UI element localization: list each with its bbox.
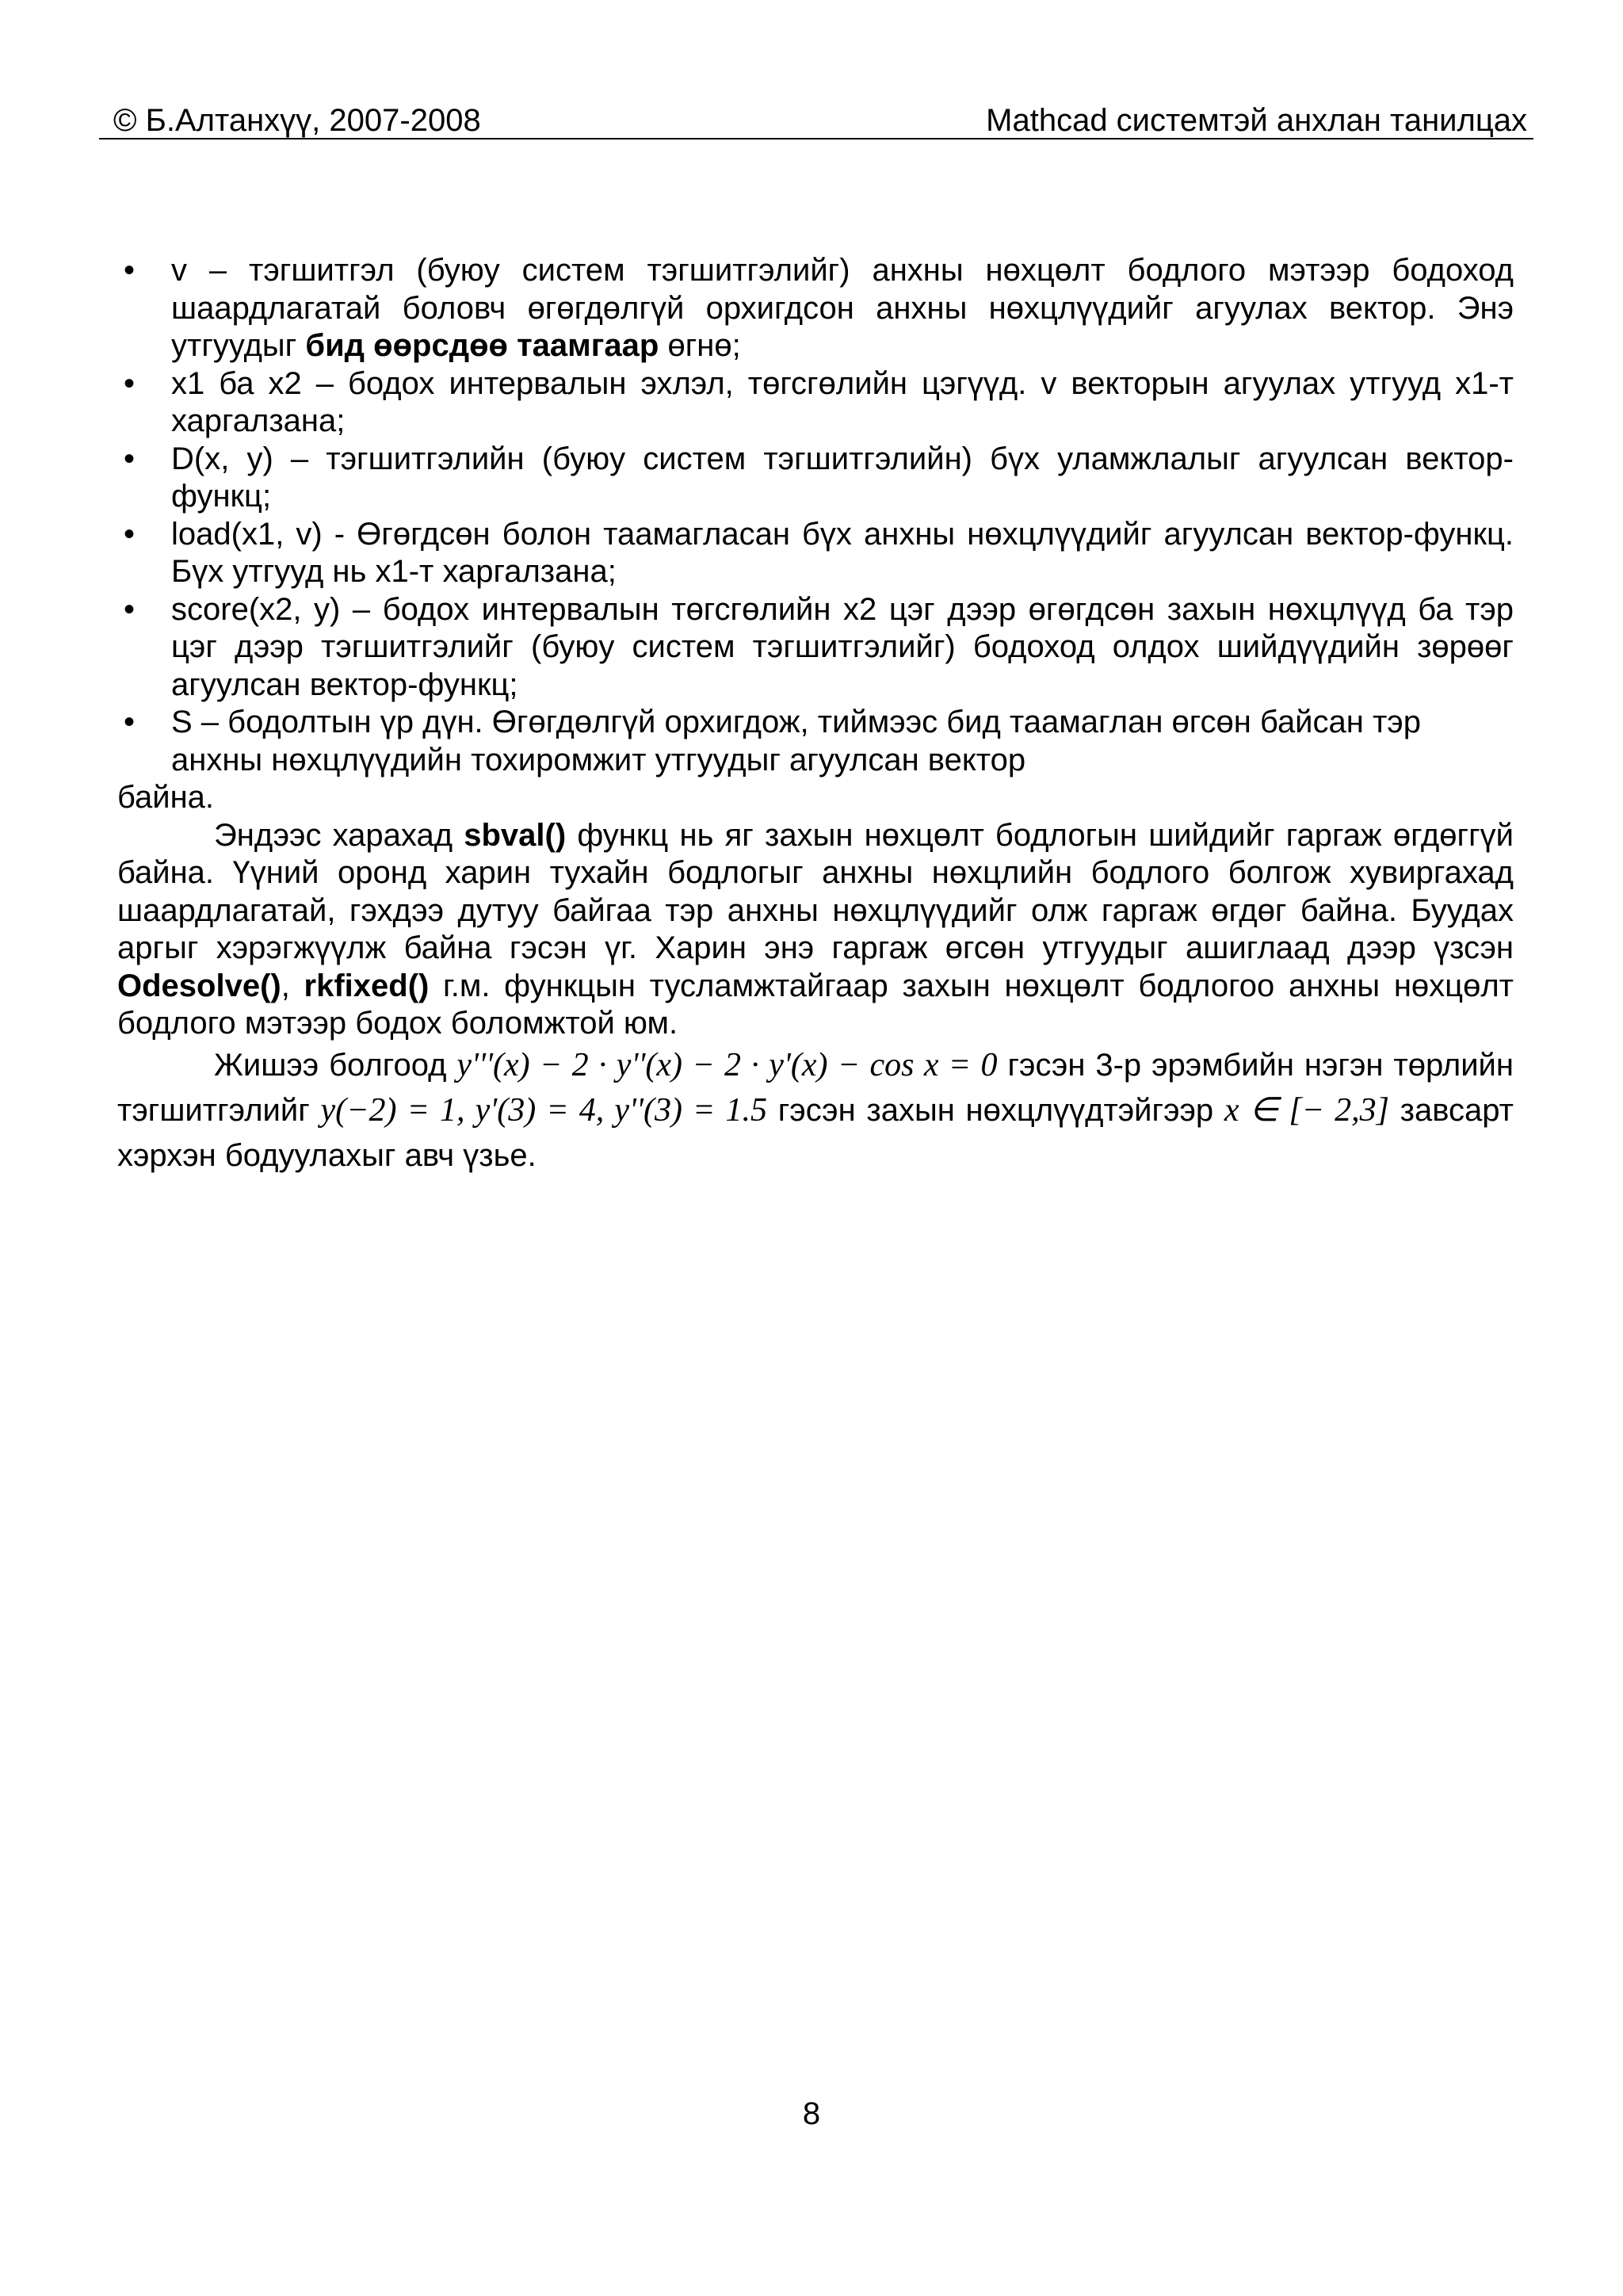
bullet-icon: • — [124, 705, 136, 739]
page-number: 8 — [802, 2096, 821, 2131]
function-name: sbval() — [464, 817, 567, 853]
bullet-icon: • — [124, 365, 136, 401]
interval: x ∈ [− 2,3] — [1224, 1091, 1389, 1129]
paragraph-example: Жишээ болгоод y'''(x) − 2 · y''(x) − 2 · y'(x) − cos x = 0 гэсэн 3-р эрэмбийн нэгэн төрлийн тэгшитгэлийг y(−2) = 1, y'(3) = 4, y''(3) = 1.5 гэсэн захын нөхцлүүдтэйгээр x ∈ [− 2,3] завсарт хэрхэн бодуулахыг авч үзье. — [117, 1046, 1514, 1173]
bold-phrase: бид өөрсдөө таамгаар — [305, 328, 659, 363]
list-item: • load(x1, v) - Өгөгдсөн болон таамагласан бүх анхны нөхцлүүдийг агуулсан вектор-функц. Бүх утгууд нь x1-т харгалзана; — [124, 516, 1514, 589]
bullet-icon: • — [124, 253, 136, 288]
page-header — [99, 94, 1533, 139]
list-item: • S – бодолтын үр дүн. Өгөгдөлгүй орхигдож, тиймээс бид таамаглан өгсөн байсан тэр анхны нөхцлүүдийн тохиромжит утгуудыг агуулсан вектор — [124, 705, 1421, 777]
function-name: Odesolve() — [117, 968, 281, 1003]
list-item: • score(x2, y) – бодох интервалын төгсгөлийн x2 цэг дээр өгөгдсөн захын нөхцлүүд ба тэр цэг дээр тэгшитгэлийг (буюу систем тэгшитгэлийг) бодоход олдох шийдүүдийн зөрөөг агуулсан вектор-функц; — [124, 591, 1514, 702]
boundary-conditions: y(−2) = 1, y'(3) = 4, y''(3) = 1.5 — [320, 1091, 767, 1129]
list-item: • x1 ба x2 – бодох интервалын эхлэл, төгсгөлийн цэгүүд. v векторын агуулах утгууд x1-т харгалзана; — [124, 365, 1514, 438]
bullet-icon: • — [124, 441, 136, 476]
header-copyright: © Б.Алтанхүү, 2007-2008 — [113, 103, 481, 138]
paragraph-sbval: Эндээс харахад sbval() функц нь яг захын нөхцөлт бодлогын шийдийг гаргаж өгдөггүй байна. Үүний оронд харин тухайн бодлогыг анхны нөхцлийн бодлого болгож хувиргахад шаардлагатай, гэхдээ дутуу байгаа тэр анхны нөхцлүүдийг олж гаргаж өгдөг байна. Буудах аргыг хэрэгжүүлж байна гэсэн үг. Харин энэ гаргаж өгсөн утгуудыг ашиглаад дээр үзсэн Odesolve(), rkfixed() г.м. функцын тусламжтайгаар захын нөхцөлт бодлогоо анхны нөхцөлт бодлого мэтээр бодох боломжтой юм. — [117, 817, 1514, 1041]
list-item: • D(x, y) – тэгшитгэлийн (буюу систем тэгшитгэлийн) бүх уламжлалыг агуулсан вектор-функц; — [124, 441, 1514, 514]
after-list-text: байна. — [117, 780, 215, 815]
page-body — [117, 252, 1514, 1179]
header-title: Mathcad системтэй анхлан танилцах — [986, 103, 1527, 138]
equation: y'''(x) − 2 · y''(x) − 2 · y'(x) − cos x = 0 — [456, 1046, 998, 1083]
bullet-icon: • — [124, 591, 136, 627]
list-item: • v – тэгшитгэл (буюу систем тэгшитгэлийг) анхны нөхцөлт бодлого мэтээр бодоход шаардлагатай боловч өгөгдөлгүй орхигдсон анхны нөхцлүүдийг агуулах вектор. Энэ утгуудыг бид өөрсдөө таамгаар өгнө; — [124, 253, 1514, 363]
parameter-list — [117, 252, 1514, 779]
bullet-icon: • — [124, 516, 136, 552]
function-name: rkfixed() — [304, 968, 430, 1003]
